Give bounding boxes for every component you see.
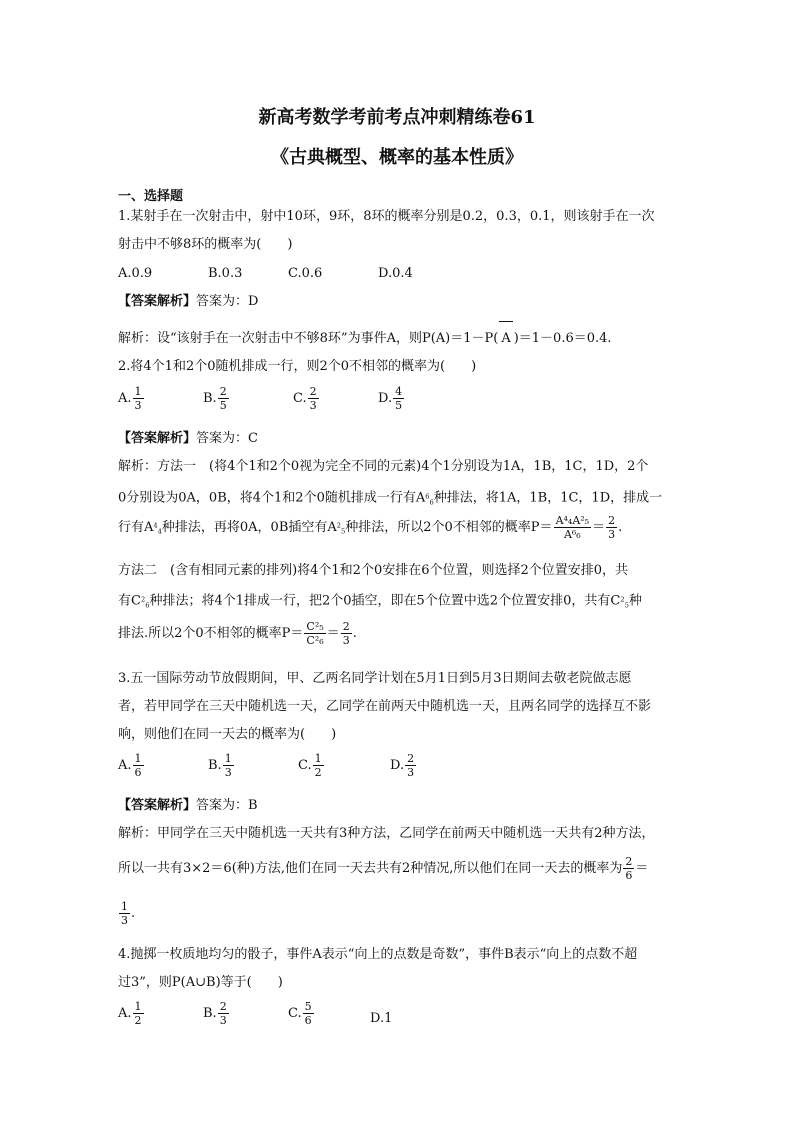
q1-option-d: D.0.4 <box>378 266 413 281</box>
q4-line2: 过3”，则P(A∪B)等于( ) <box>118 975 283 990</box>
q3-line2: 者，若甲同学在三天中随机选一天，乙同学在前两天中随机选一天，且两名同学的选择互不影 <box>118 699 652 714</box>
page-title: 新高考数学考前考点冲刺精练卷61 <box>258 107 536 128</box>
q2-method2-line2: 有$C^2_6$种排法；将4个1排成一行，把2个0插空，即在5个位置中选2个位置安排0，共有$C^2_5$种 <box>118 593 642 610</box>
q2-option-b: B. $\frac{2}{5}$ <box>203 385 227 412</box>
answer-label: 【答案解析】 <box>118 798 197 813</box>
section-heading: 一、选择题 <box>118 189 184 204</box>
q4-option-c: C. $\frac{5}{6}$ <box>288 1000 312 1027</box>
q2-option-c: C. $\frac{2}{3}$ <box>293 385 317 412</box>
q2-method2-line1: 方法二 (含有相同元素的排列)将4个1和2个0安排在6个位置，则选择2个位置安排0，共 <box>118 563 629 578</box>
q2-option-a: A. $\frac{1}{3}$ <box>118 385 142 412</box>
q1-solution <box>118 330 612 348</box>
q3-sol-line1: 解析：甲同学在三天中随机选一天共有3种方法，乙同学在前两天中随机选一天共有2种方法， <box>118 826 655 841</box>
q3-answer-row <box>118 797 258 815</box>
q2-line1: 2.将4个1和2个0随机排成一行，则2个0不相邻的概率为( ) <box>118 359 477 374</box>
answer-label: 【答案解析】 <box>118 431 197 446</box>
q1-option-b: B.0.3 <box>208 266 243 281</box>
q3-line3: 响，则他们在同一天去的概率为( ) <box>118 727 337 742</box>
q3-option-d: D. $\frac{2}{3}$ <box>390 752 415 779</box>
q4-option-b: B. $\frac{2}{3}$ <box>203 1000 227 1027</box>
q1-solution-pre: 解析：设“该射手在一次射击中不够8环”为事件A，则P(A)＝1－P( <box>118 331 499 346</box>
q3-option-a: A. $\frac{1}{6}$ <box>118 752 142 779</box>
q2-sol-line3: 行有$A^4_4$种排法，再将0A，0B插空有$A^2_5$种排法，所以2个0不相邻的概率P＝ $\frac{\text{A⁴₄A²₅}}{\text{A⁶₆}}$ ＝ $\frac{2}{3}$ . <box>118 514 623 541</box>
q2-method2-line3: 排法.所以2个0不相邻的概率P＝ $\frac{\text{C²₅}}{\text{C²₆}}$ ＝ $\frac{2}{3}$ . <box>118 620 357 647</box>
q1-complement-a: A <box>498 330 513 348</box>
q2-option-d: D. $\frac{4}{5}$ <box>378 385 403 412</box>
q1-line1: 1.某射手在一次射击中，射中10环，9环，8环的概率分别是0.2，0.3，0.1，则该射手在一次 <box>118 209 655 224</box>
q3-answer: 答案为：B <box>196 798 258 813</box>
q2-sol-line1: 解析：方法一 (将4个1和2个0视为完全不同的元素)4个1分别设为1A，1B，1C，1D，2个 <box>118 459 649 474</box>
q2-answer-row <box>118 430 258 448</box>
q4-line1: 4.抛掷一枚质地均匀的骰子，事件A表示“向上的点数是奇数”，事件B表示“向上的点数不超 <box>118 947 638 962</box>
q1-answer-row <box>118 293 258 311</box>
q3-option-c: C. $\frac{1}{2}$ <box>298 752 322 779</box>
q2-answer: 答案为：C <box>196 431 258 446</box>
q4-option-d: D.1 <box>370 1011 393 1026</box>
page-subtitle: 《古典概型、概率的基本性质》 <box>271 147 523 168</box>
q3-option-b: B. $\frac{1}{3}$ <box>208 752 232 779</box>
q3-line1: 3.五一国际劳动节放假期间，甲、乙两名同学计划在5月1日到5月3日期间去敬老院做志愿 <box>118 671 632 686</box>
q3-sol-line2: 所以一共有3×2＝6(种)方法,他们在同一天去共有2种情况,所以他们在同一天去的概率为 $\frac{2}{6}$ ＝ <box>118 855 649 882</box>
q1-line2: 射击中不够8环的概率为( ) <box>118 237 293 252</box>
q3-sol-line3: $\frac{1}{3}$ . <box>121 900 136 927</box>
q1-answer: 答案为：D <box>196 294 259 309</box>
q1-option-a: A.0.9 <box>118 266 153 281</box>
answer-label: 【答案解析】 <box>118 294 197 309</box>
q2-sol-line2: 0分别设为0A，0B，将4个1和2个0随机排成一行有$A^6_6$种排法，将1A，1B，1C，1D，排成一 <box>118 490 663 507</box>
q1-solution-post: )＝1－0.6＝0.4. <box>513 331 612 346</box>
q1-option-c: C.0.6 <box>288 266 323 281</box>
q4-option-a: A. $\frac{1}{2}$ <box>118 1000 142 1027</box>
